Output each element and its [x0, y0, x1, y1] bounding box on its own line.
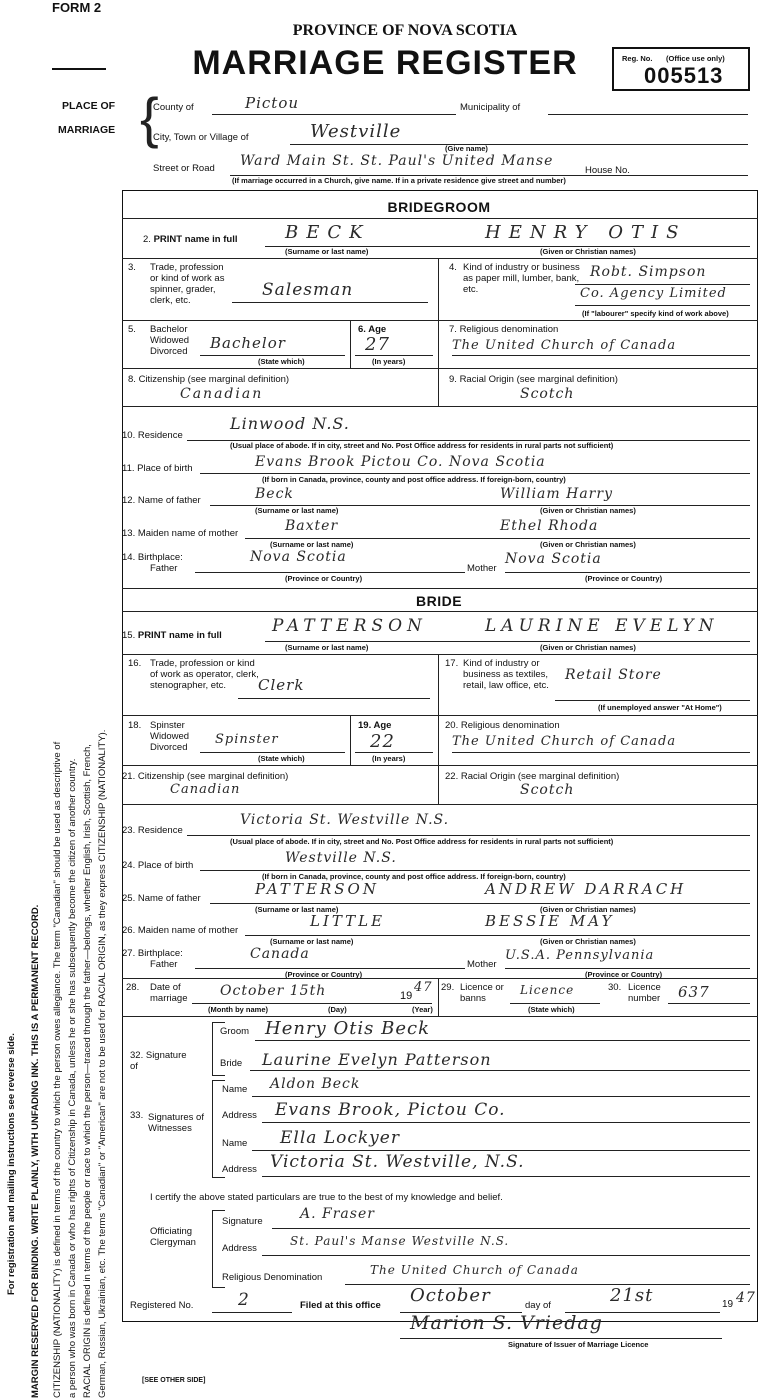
f6-label: 6. Age [358, 324, 387, 335]
f32-label: 32. Signature of [130, 1050, 187, 1072]
f17-note: (If unemployed answer "At Home") [598, 703, 722, 712]
residence-note: (Usual place of abode. If in city, street and No. Post Office address for residents in rural parts not sufficient) [230, 441, 614, 450]
bride-mother-birthplace: U.S.A. Pennsylvania [505, 948, 655, 963]
groom-mother-given: Ethel Rhoda [500, 518, 599, 534]
groom-given: HENRY OTIS [485, 222, 687, 243]
street-value: Ward Main St. St. Paul's United Manse [240, 153, 554, 169]
bride-citizenship: Canadian [170, 782, 241, 797]
year-prefix: 19 [400, 990, 413, 1002]
groom-industry-1: Robt. Simpson [590, 264, 707, 280]
clergy-denomination: The United Church of Canada [370, 1263, 579, 1277]
f8-label: 8. Citizenship (see marginal definition) [128, 374, 290, 385]
province-title: PROVINCE OF NOVA SCOTIA [292, 22, 518, 39]
witness1-address: Evans Brook, Pictou Co. [275, 1100, 506, 1120]
f27-label: 27. Birthplace: [122, 948, 183, 959]
reg-number-box [612, 47, 750, 91]
page-title: MARRIAGE REGISTER [192, 44, 578, 82]
registered-number: 2 [238, 1290, 250, 1310]
groom-signature: Henry Otis Beck [265, 1018, 431, 1039]
bride-racial-origin: Scotch [520, 782, 575, 798]
bride-residence: Victoria St. Westville N.S. [240, 812, 450, 828]
bride-signature: Laurine Evelyn Patterson [262, 1050, 492, 1069]
f20-label: 20. Religious denomination [445, 720, 560, 731]
groom-mother-birthplace: Nova Scotia [505, 551, 602, 567]
groom-father-surname: Beck [255, 486, 294, 502]
margin-text-2: MARGIN RESERVED FOR BINDING. WRITE PLAINLY, WITH UNFADING INK. THIS IS A PERMANENT RECORD. [30, 904, 41, 1398]
groom-father-given: William Harry [500, 486, 613, 502]
groom-residence: Linwood N.S. [230, 414, 350, 433]
reg-number: 005513 [644, 63, 724, 88]
see-other-side: [SEE OTHER SIDE] [142, 1377, 206, 1384]
f26-label: 26. Maiden name of mother [122, 925, 239, 936]
years-note: (In years) [372, 357, 406, 366]
bride-father-surname: PATTERSON [255, 880, 379, 898]
f10-label: 10. Residence [122, 430, 183, 441]
bride-father-birthplace: Canada [250, 946, 310, 962]
groom-racial-origin: Scotch [520, 386, 575, 402]
margin-text-3: CITIZENSHIP (NATIONALITY) is defined in terms of the country to which the person owes allegiance. The term "Canadian" should be used as descriptive of [52, 741, 63, 1398]
bride-age: 22 [370, 731, 395, 752]
f17-label: Kind of industry or business as textiles, retail, law office, etc. [463, 658, 549, 691]
f19-label: 19. Age [358, 720, 392, 731]
licence-or-banns: Licence [520, 983, 575, 997]
margin-text-4: a person who was born in Canada or who has rights of Citizenship in Canada, unless he or she has subsequently become the citizen of another country. [67, 758, 78, 1398]
filed-year: 47 [736, 1290, 756, 1306]
groom-religion: The United Church of Canada [452, 338, 677, 353]
licence-number: 637 [678, 983, 710, 1001]
f28-label: Date of marriage [150, 982, 188, 1004]
marriage-date: October 15th [220, 983, 327, 999]
f4-note: (If "labourer" specify kind of work above) [582, 309, 729, 318]
clergy-address: St. Paul's Manse Westville N.S. [290, 1234, 510, 1248]
witness2-name: Ella Lockyer [280, 1128, 400, 1148]
f22-label: 22. Racial Origin (see marginal definition) [445, 771, 620, 782]
f25-label: 25. Name of father [122, 893, 201, 904]
bride-header: BRIDE [415, 593, 463, 609]
f3-label: Trade, profession or kind of work as spinner, grader, clerk, etc. [150, 262, 225, 306]
bride-father-given: ANDREW DARRACH [485, 880, 687, 898]
bride-surname: PATTERSON [272, 616, 427, 636]
f18-label: Spinster Widowed Divorced [150, 720, 190, 753]
filed-day: 21st [610, 1285, 654, 1306]
filed-year-prefix: 19 [722, 1299, 734, 1310]
birthplace-note: (If born in Canada, province, county and post office address. If foreign-born, country) [262, 475, 566, 484]
street-label: Street or Road [153, 163, 215, 174]
f30-label: Licence number [628, 982, 661, 1004]
groom-industry-2: Co. Agency Limited [580, 286, 727, 301]
filed-label: Filed at this office [300, 1300, 381, 1311]
f14-label: 14. Birthplace: [122, 552, 183, 563]
brace: { [140, 86, 159, 149]
bridegroom-header: BRIDEGROOM [387, 199, 491, 215]
registered-label: Registered No. [130, 1300, 194, 1311]
city-value: Westville [310, 121, 402, 142]
bride-mother-given: BESSIE MAY [485, 912, 615, 930]
f33-label: Signatures of Witnesses [148, 1112, 204, 1134]
margin-text-5: RACIAL ORIGIN is defined in terms of the people or race to which the person—traced through the father—belongs, whether English, Irish, Scottish, French, [82, 744, 93, 1398]
reg-label: Reg. No. [622, 54, 653, 63]
f23-label: 23. Residence [122, 825, 183, 836]
witness1-name: Aldon Beck [270, 1076, 361, 1092]
certification-text: I certify the above stated particulars are true to the best of my knowledge and belief. [150, 1192, 503, 1203]
groom-birthplace: Evans Brook Pictou Co. Nova Scotia [255, 454, 546, 470]
groom-citizenship: Canadian [180, 386, 264, 402]
county-value: Pictou [245, 94, 300, 112]
form-number: FORM 2 [52, 0, 102, 15]
officiating-label: Officiating Clergyman [150, 1226, 196, 1248]
reg-note: (Office use only) [666, 54, 725, 63]
house-label: House No. [585, 165, 630, 176]
place-label-2: MARRIAGE [58, 124, 116, 136]
f5-label: Bachelor Widowed Divorced [150, 324, 190, 357]
bride-birthplace: Westville N.S. [285, 850, 397, 866]
f21-label: 21. Citizenship (see marginal definition) [122, 771, 289, 782]
f4-label: Kind of industry or business as paper mill, lumber, bank, etc. [463, 262, 580, 295]
f12-label: 12. Name of father [122, 495, 201, 506]
bride-religion: The United Church of Canada [452, 734, 677, 749]
give-name-note: (Give name) [445, 144, 488, 153]
issuer-signature: Marion S. Vriedag [410, 1312, 603, 1334]
municipality-label: Municipality of [460, 102, 521, 113]
given-note: (Given or Christian names) [540, 247, 636, 256]
groom-mother-surname: Baxter [285, 518, 339, 534]
place-label-1: PLACE OF [62, 100, 116, 112]
f24-label: 24. Place of birth [122, 860, 194, 871]
margin-text-6: German, Russian, Ukrainian, etc. The terms "Canadian" or "American" are not to be used for RACIAL ORIGIN, as they express CITIZENSHIP (NATIONALITY). [97, 729, 108, 1398]
bride-status: Spinster [215, 732, 279, 747]
filed-month: October [410, 1285, 491, 1306]
groom-surname: BECK [285, 222, 371, 243]
street-note: (If marriage occurred in a Church, give name. If in a private residence give street and number) [232, 176, 566, 185]
bride-industry: Retail Store [565, 667, 662, 683]
bride-mother-surname: LITTLE [310, 912, 386, 930]
bride-occupation: Clerk [258, 676, 305, 694]
f16-label: Trade, profession or kind of work as operator, clerk, stenographer, etc. [150, 658, 259, 691]
f15-label: 15. PRINT name in full [122, 630, 222, 641]
f29-label: Licence or banns [460, 982, 504, 1004]
groom-occupation: Salesman [262, 280, 354, 300]
clergy-signature: A. Fraser [300, 1206, 375, 1222]
groom-age: 27 [365, 334, 390, 355]
f13-label: 13. Maiden name of mother [122, 528, 239, 539]
f2-label: 2. PRINT name in full [143, 234, 238, 245]
divider [52, 68, 106, 70]
groom-status: Bachelor [210, 334, 286, 352]
marriage-year: 47 [414, 980, 433, 995]
f9-label: 9. Racial Origin (see marginal definition) [449, 374, 618, 385]
f7-label: 7. Religious denomination [449, 324, 559, 335]
f11-label: 11. Place of birth [122, 463, 193, 474]
witness2-address: Victoria St. Westville, N.S. [270, 1152, 525, 1172]
groom-father-birthplace: Nova Scotia [250, 549, 347, 565]
state-which-note: (State which) [258, 357, 305, 366]
margin-text-1: For registration and mailing instructions see reverse side. [6, 1033, 17, 1295]
surname-note: (Surname or last name) [285, 247, 369, 256]
city-label: City, Town or Village of [153, 132, 249, 143]
bride-given: LAURINE EVELYN [485, 616, 719, 636]
county-label: County of [153, 102, 194, 113]
issuer-label: Signature of Issuer of Marriage Licence [508, 1340, 649, 1349]
